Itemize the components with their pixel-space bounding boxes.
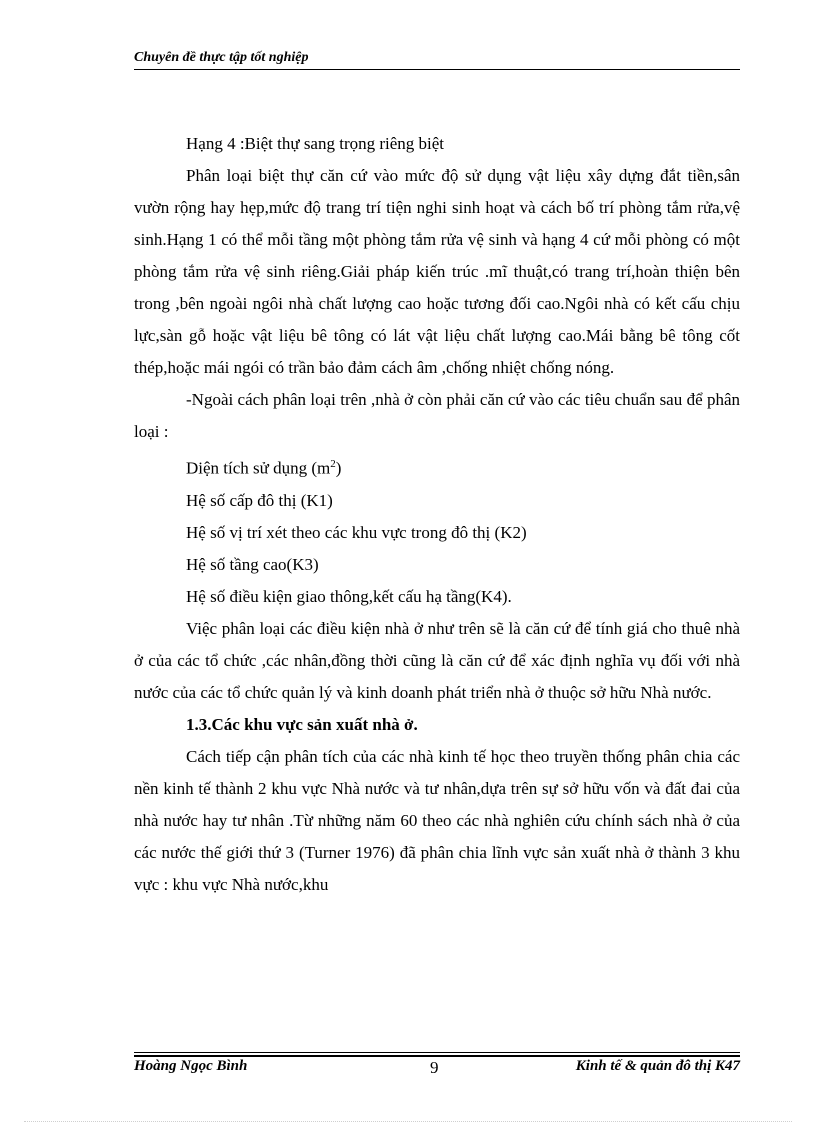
superscript-2: 2 xyxy=(330,458,336,470)
page-footer xyxy=(134,1052,740,1082)
page-bottom-edge xyxy=(24,1121,792,1122)
list-item-area xyxy=(134,448,740,485)
footer-author: Hoàng Ngọc Bình xyxy=(134,1058,248,1074)
paragraph-rank-4: Hạng 4 :Biệt thự sang trọng riêng biệt xyxy=(186,134,445,153)
footer-course: Kinh tế & quản đô thị K47 xyxy=(575,1058,740,1074)
paragraph-production-sectors: Cách tiếp cận phân tích của các nhà kinh tế học theo truyền thống phân chia các nền kinh tế thành 2 khu vực Nhà nước và tư nhân,dựa trên sự sở hữu vốn và đất đai của nhà nước hay tư nhân .Từ những năm 60 theo các nhà nghiên cứu chính sách nhà ở của các nước thế giới thứ 3 (Turner 1976) đã phân chia lĩnh vực sản xuất nhà ở thành 3 khu vực : khu vực Nhà nước,khu xyxy=(134,746,740,894)
list-item-k4: Hệ số điều kiện giao thông,kết cấu hạ tầng(K4). xyxy=(186,586,512,606)
document-body xyxy=(134,128,740,901)
page-number: 9 xyxy=(430,1058,439,1077)
section-heading: 1.3.Các khu vực sản xuất nhà ở. xyxy=(186,714,418,734)
footer-rule-thick xyxy=(134,1055,740,1057)
list-item-area-text: Diện tích sử dụng (m xyxy=(186,458,331,478)
list-item-k3: Hệ số tầng cao(K3) xyxy=(186,554,319,574)
header-title: Chuyên đề thực tập tốt nghiệp xyxy=(134,50,309,65)
paragraph-pricing-basis: Việc phân loại các điều kiện nhà ở như trên sẽ là căn cứ để tính giá cho thuê nhà ở của các tổ chức ,các nhân,đồng thời cũng là căn cứ để xác định nghĩa vụ đối với nhà nước của các tổ chức quản lý và kinh doanh phát triển nhà ở thuộc sở hữu Nhà nước. xyxy=(134,618,740,702)
list-item-k1: Hệ số cấp đô thị (K1) xyxy=(186,490,333,510)
list-item-area-close: ) xyxy=(335,458,342,478)
list-item-k2: Hệ số vị trí xét theo các khu vực trong đô thị (K2) xyxy=(186,522,527,542)
footer-rule-thin xyxy=(134,1052,740,1053)
header-rule xyxy=(134,69,740,70)
footer-row xyxy=(134,1058,740,1075)
paragraph-villa-classification: Phân loại biệt thự căn cứ vào mức độ sử dụng vật liệu xây dựng đắt tiền,sân vườn rộng hay hẹp,mức độ trang trí tiện nghi sinh hoạt và cách bố trí phòng tắm rửa,vệ sinh.Hạng 1 có thể mỗi tầng một phòng tắm rửa vệ sinh và hạng 4 cứ mỗi phòng có một phòng tắm rửa vệ sinh riêng.Giải pháp kiến trúc .mĩ thuật,có trang trí,hoàn thiện bên trong ,bên ngoài ngôi nhà chất lượng cao hoặc tương đối cao.Ngôi nhà có kết cấu chịu lực,sàn gỗ hoặc vật liệu bê tông có lát vật liệu chất lượng cao.Mái bằng bê tông cốt thép,hoặc mái ngói có trần bảo đảm cách âm ,chống nhiệt chống nóng. xyxy=(134,166,740,377)
page-header xyxy=(134,50,740,71)
paragraph-other-criteria: -Ngoài cách phân loại trên ,nhà ở còn phải căn cứ vào các tiêu chuẩn sau để phân loại : xyxy=(134,390,740,441)
